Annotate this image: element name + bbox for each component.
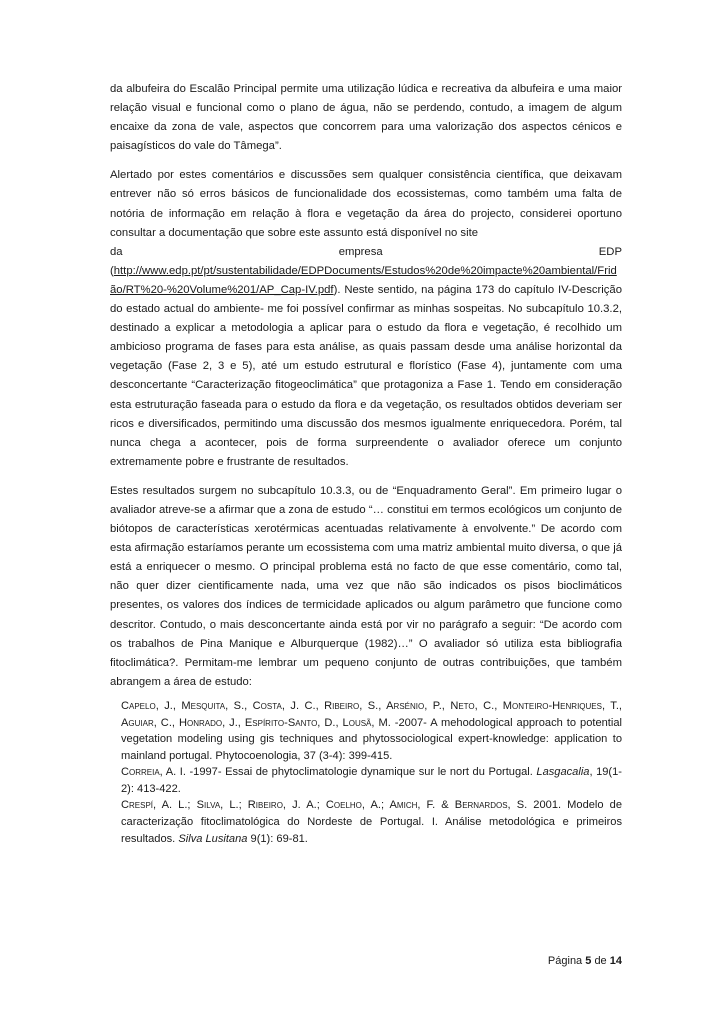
paragraph-2-continuation: ). Neste sentido, na página 173 do capítulo IV-Descrição do estado actual do ambiente- me foi possível confirmar as minhas sospeitas. No subcapítulo 10.3.2, destinado a explicar a metodologia a aplicar para o estudo da flora e vegetação, é recolhido um ambicioso programa de fases para esta análise, as quais passam desde uma análise horizontal da vegetação (Fase 2, 3 e 5), até um estudo estrutural e florístico (Fase 4), juntamente com uma desconcertante “Caracterização fitogeoclimática” que protagoniza a Fase 1. Tendo em consideração esta estruturação faseada para o estudo da flora e da vegetação, os resultados obtidos deveriam ser ricos e diversificados, permitindo uma discussão dos mesmos igualmente enriquecedora. Porém, tal nunca chega a acontecer, pois de forma surpreendente o avaliador oferece um conjunto extremamente pobre e frustrante de resultados. xyxy=(110,283,622,468)
edp-document-link[interactable]: http://www.edp.pt/pt/sustentabilidade/EDPDocuments/Estudos%20de%20impacte%20ambiental/Fridão/RT%20-%20Volume%201/AP_Cap-IV.pdf xyxy=(110,264,617,296)
reference-journal: Silva Lusitana xyxy=(178,832,248,845)
reference-journal: Lasgacalia xyxy=(536,766,590,779)
reference-tail: 9(1): 69-81. xyxy=(247,832,308,845)
paragraph-2 xyxy=(110,166,622,472)
reference-text: -2007- A mehodological approach to potential vegetation modeling using gis techniques and phytossociological expert-knowledge: application to mainland portugal. Phytocoenologia, 37 (3-4): 399-415. xyxy=(121,716,622,762)
paragraph-2-text: Alertado por estes comentários e discussões sem qualquer consistência científica, que deixavam entrever não só erros básicos de funcionalidade dos ecossistemas, como também uma falta de notória de informação em relação à flora e vegetação da área do projecto, considerei oportuno consultar a documentação que sobre este assunto está disponível no site xyxy=(110,169,622,239)
word-edp: EDP xyxy=(598,245,622,258)
reference-tail: , 19(1-2): 413-422. xyxy=(121,766,622,795)
document-body xyxy=(110,80,622,847)
current-page-number: 5 xyxy=(585,955,592,967)
page-of-label: de xyxy=(594,955,607,967)
page-footer xyxy=(110,955,622,967)
reference-item xyxy=(121,698,622,764)
paragraph-1: da albufeira do Escalão Principal permite uma utilização lúdica e recreativa da albufeira e uma maior relação visual e funcional como o plano de água, não se perdendo, contudo, a imagem de algum encaixe da zona de vale, aspectos que concorrem para uma valorização dos aspectos cénicos e paisagísticos do vale do Tâmega”. xyxy=(110,83,622,153)
reference-item xyxy=(121,797,622,847)
paragraph-3: Estes resultados surgem no subcapítulo 10.3.3, ou de “Enquadramento Geral”. Em primeiro lugar o avaliador atreve-se a afirmar que a zona de estudo “… constitui em termos ecológicos um conjunto de biótopos de características xerotérmicas acentuadas relativamente à envolvente.” De acordo com esta afirmação estaríamos perante um ecossistema com uma matriz ambiental muito diversa, o que já está a enriquecer o mesmo. O principal problema está no facto de que esse comentário, como tal, não quer dizer cientificamente nada, uma vez que não são indicados os pisos bioclimáticos presentes, os valores dos índices de termicidade aplicados ou algum parâmetro que funcione como descritor. Contudo, o mais desconcertante ainda está por vir no parágrafo a seguir: “De acordo com os trabalhos de Pina Manique e Alburquerque (1982)…” O avaliador só utiliza esta bibliografia fitoclimática?. Permitam-me lembrar um pequeno conjunto de outras contribuições, que também abrangem a área de estudo: xyxy=(110,484,622,688)
open-paren: ( xyxy=(110,264,114,277)
reference-text: -1997- Essai de phytoclimatologie dynamique sur le nort du Portugal. xyxy=(185,766,537,779)
reference-text: 2001. Modelo de caracterização fitoclimatológica do Nordeste de Portugal. I. Análise metodológica e primeiros resultados. xyxy=(121,799,622,845)
reference-authors: Correia, A. I. xyxy=(121,766,186,779)
total-pages-number: 14 xyxy=(609,955,622,967)
page-label: Página xyxy=(547,955,583,967)
word-empresa: empresa xyxy=(338,245,383,258)
reference-list xyxy=(121,698,622,847)
reference-authors: Crespí, A. L.; Silva, L.; Ribeiro, J. A.; Coelho, A.; Amich, F. & Bernardos, S. xyxy=(121,799,528,812)
word-da: da xyxy=(110,245,123,258)
reference-authors: Capelo, J., Mesquita, S., Costa, J. C., Ribeiro, S., Arsénio, P., Neto, C., Monteiro-Henriques, T., Aguiar, C., Honrado, J., Espírito-Santo, D., Lousã, M. xyxy=(121,699,622,729)
justified-line xyxy=(110,243,622,262)
reference-item xyxy=(121,764,622,797)
